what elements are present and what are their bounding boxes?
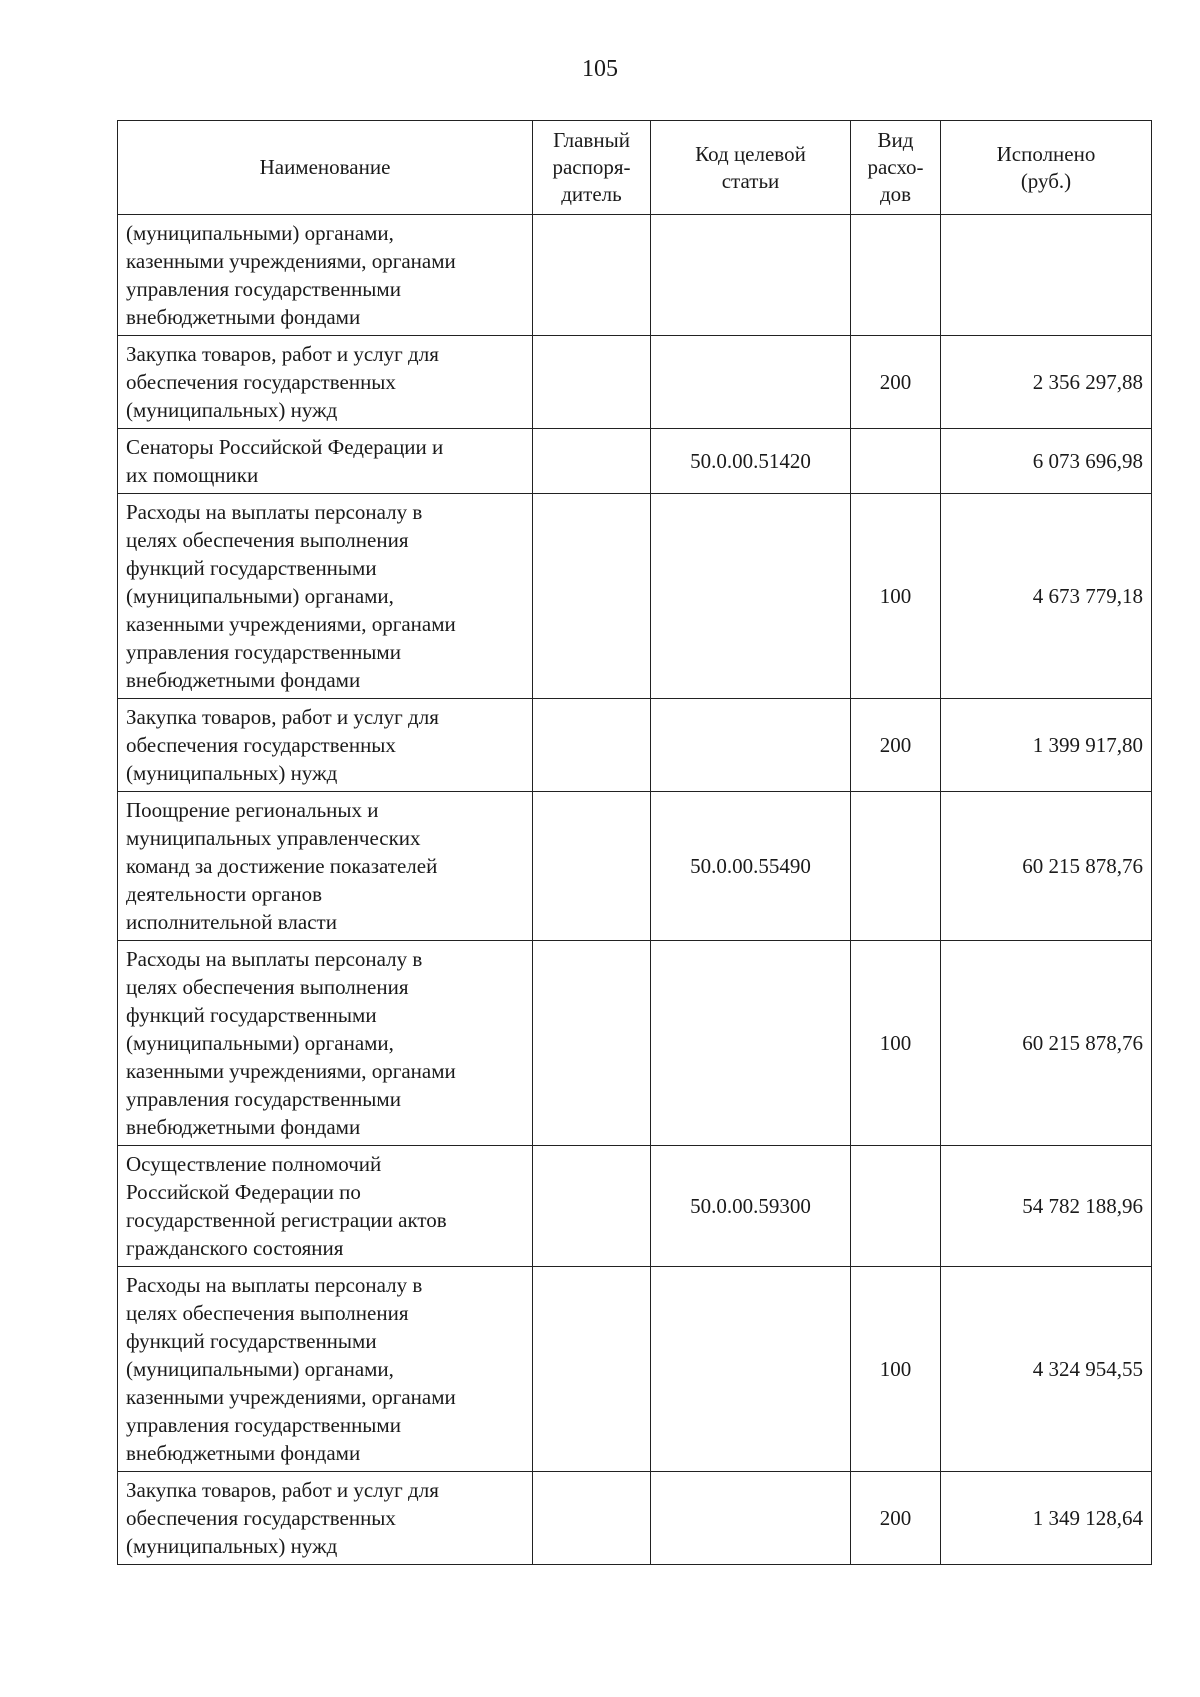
cell-name: Сенаторы Российской Федерации и их помощники <box>118 429 533 494</box>
cell-code <box>651 494 851 699</box>
cell-type <box>851 215 941 336</box>
cell-name: Расходы на выплаты персоналу в целях обеспечения выполнения функций государственными (муниципальными) органами, казенными учреждениями, органами управления государственными внебюджетными фондами <box>118 494 533 699</box>
cell-manager <box>533 792 651 941</box>
cell-name: (муниципальными) органами, казенными учреждениями, органами управления государственными внебюджетными фондами <box>118 215 533 336</box>
cell-name: Закупка товаров, работ и услуг для обеспечения государственных (муниципальных) нужд <box>118 1472 533 1565</box>
header-manager: Главный распоря- дитель <box>533 121 651 215</box>
cell-name: Осуществление полномочий Российской Федерации по государственной регистрации актов гражданского состояния <box>118 1146 533 1267</box>
cell-name: Расходы на выплаты персоналу в целях обеспечения выполнения функций государственными (муниципальными) органами, казенными учреждениями, органами управления государственными внебюджетными фондами <box>118 941 533 1146</box>
cell-code <box>651 336 851 429</box>
table-row <box>118 336 1152 429</box>
table-row <box>118 1267 1152 1472</box>
cell-code <box>651 941 851 1146</box>
table-header-row <box>118 121 1152 215</box>
header-name: Наименование <box>118 121 533 215</box>
cell-type: 100 <box>851 941 941 1146</box>
cell-manager <box>533 215 651 336</box>
table-row <box>118 792 1152 941</box>
cell-manager <box>533 941 651 1146</box>
cell-name: Расходы на выплаты персоналу в целях обеспечения выполнения функций государственными (муниципальными) органами, казенными учреждениями, органами управления государственными внебюджетными фондами <box>118 1267 533 1472</box>
cell-type <box>851 429 941 494</box>
cell-type: 200 <box>851 336 941 429</box>
cell-name: Поощрение региональных и муниципальных управленческих команд за достижение показателей деятельности органов исполнительной власти <box>118 792 533 941</box>
cell-code: 50.0.00.51420 <box>651 429 851 494</box>
table-row <box>118 494 1152 699</box>
page-number: 105 <box>582 56 618 82</box>
cell-amount <box>941 215 1152 336</box>
cell-manager <box>533 1267 651 1472</box>
table-row <box>118 941 1152 1146</box>
cell-code <box>651 1267 851 1472</box>
cell-code <box>651 215 851 336</box>
cell-amount: 60 215 878,76 <box>941 941 1152 1146</box>
cell-type: 200 <box>851 699 941 792</box>
header-type: Вид расхо- дов <box>851 121 941 215</box>
table-row <box>118 215 1152 336</box>
cell-amount: 6 073 696,98 <box>941 429 1152 494</box>
table-row <box>118 1472 1152 1565</box>
cell-amount: 4 324 954,55 <box>941 1267 1152 1472</box>
cell-manager <box>533 699 651 792</box>
cell-type: 200 <box>851 1472 941 1565</box>
cell-amount: 1 349 128,64 <box>941 1472 1152 1565</box>
cell-manager <box>533 494 651 699</box>
cell-type <box>851 1146 941 1267</box>
cell-name: Закупка товаров, работ и услуг для обеспечения государственных (муниципальных) нужд <box>118 336 533 429</box>
cell-type: 100 <box>851 494 941 699</box>
table-row <box>118 699 1152 792</box>
cell-type: 100 <box>851 1267 941 1472</box>
header-amount: Исполнено (руб.) <box>941 121 1152 215</box>
budget-execution-table <box>117 120 1152 1565</box>
cell-code <box>651 1472 851 1565</box>
table-body <box>118 215 1152 1565</box>
cell-manager <box>533 429 651 494</box>
cell-amount: 1 399 917,80 <box>941 699 1152 792</box>
cell-amount: 4 673 779,18 <box>941 494 1152 699</box>
cell-amount: 54 782 188,96 <box>941 1146 1152 1267</box>
cell-manager <box>533 1472 651 1565</box>
cell-manager <box>533 336 651 429</box>
cell-code: 50.0.00.55490 <box>651 792 851 941</box>
cell-name: Закупка товаров, работ и услуг для обеспечения государственных (муниципальных) нужд <box>118 699 533 792</box>
cell-code <box>651 699 851 792</box>
cell-amount: 2 356 297,88 <box>941 336 1152 429</box>
cell-code: 50.0.00.59300 <box>651 1146 851 1267</box>
cell-manager <box>533 1146 651 1267</box>
table-row <box>118 429 1152 494</box>
table-row <box>118 1146 1152 1267</box>
cell-type <box>851 792 941 941</box>
cell-amount: 60 215 878,76 <box>941 792 1152 941</box>
header-code: Код целевой статьи <box>651 121 851 215</box>
